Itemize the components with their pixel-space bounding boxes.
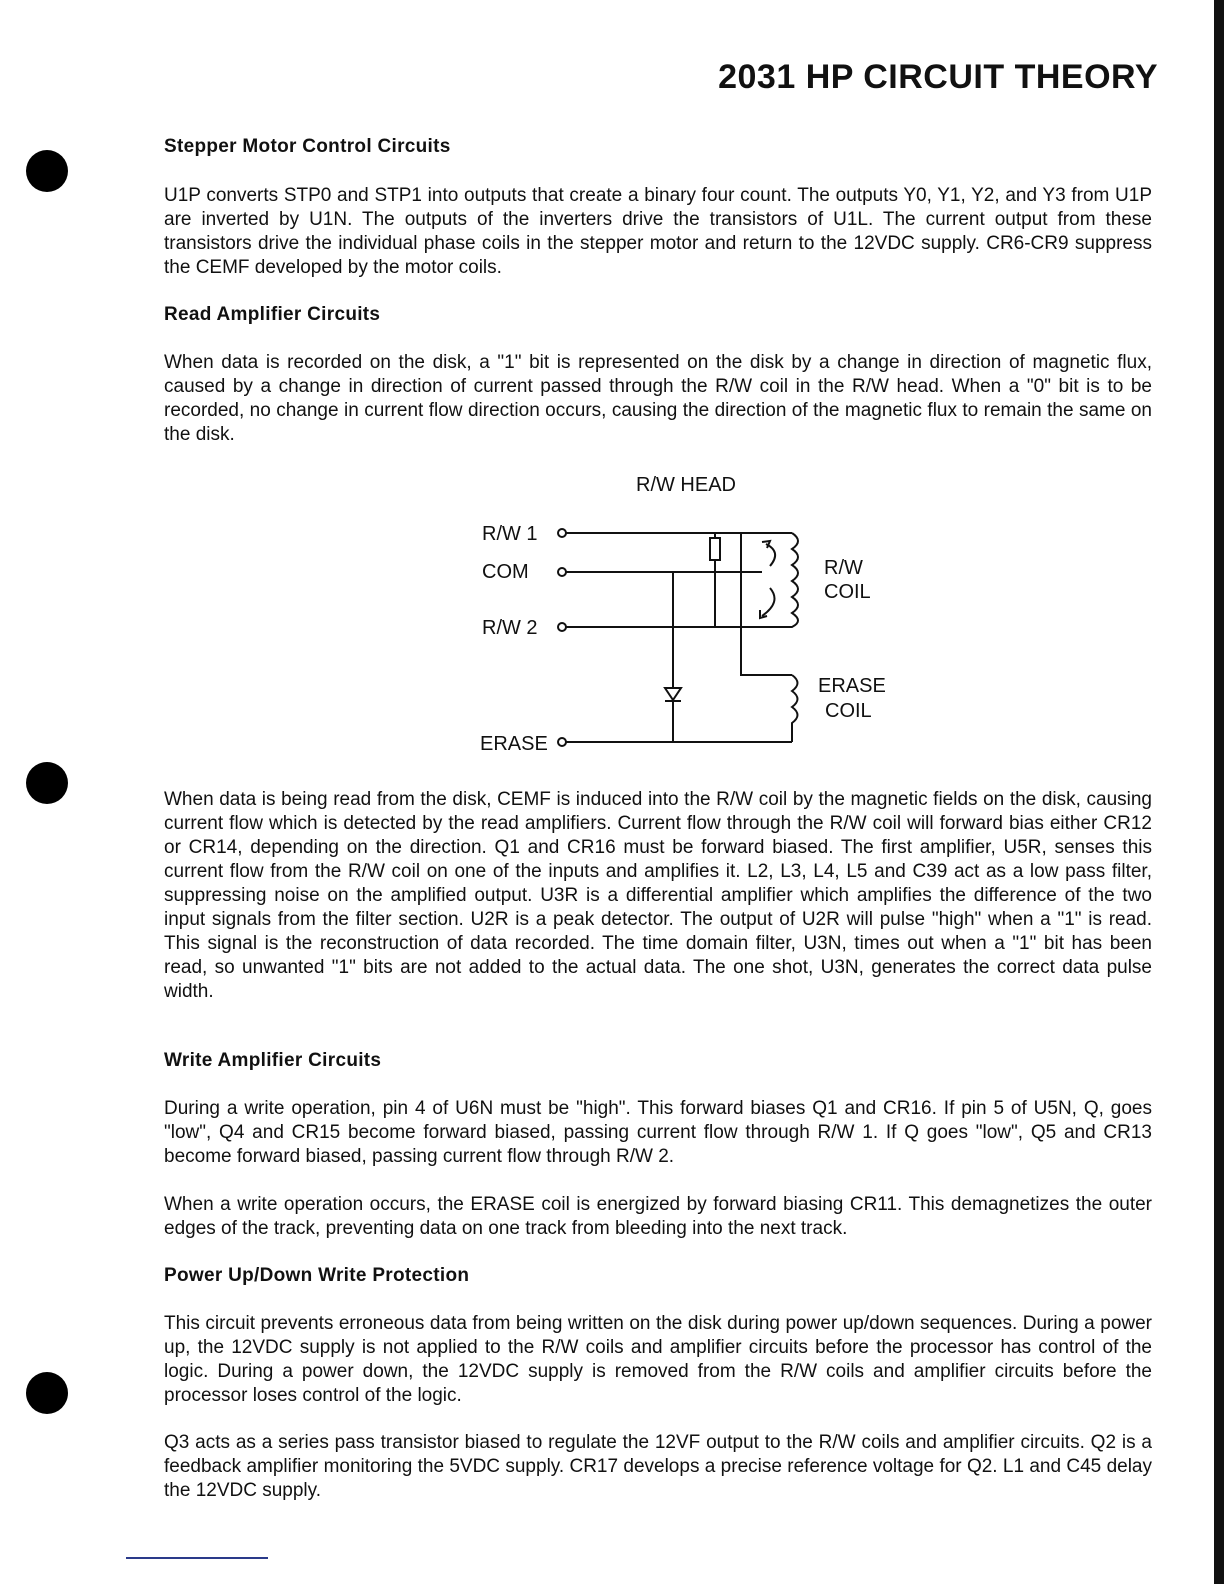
paragraph-power-sequence: This circuit prevents erroneous data from being written on the disk during power up/down sequences. During a power up, the 12VDC supply is not applied to the R/W coils and amplifier circuits before the processor has control of the logic. During a power down, the 12VDC supply is removed from the R/W coils and amplifier circuits before the processor loses control of the logic. xyxy=(164,1313,1152,1406)
paragraph-series-pass: Q3 acts as a series pass transistor biased to regulate the 12VF output to the R/W coils and amplifier circuits. Q2 is a feedback amplifier monitoring the 5VDC supply. CR17 develops a precise reference voltage for Q2. L1 and C45 delay the 12VDC supply. xyxy=(164,1432,1152,1501)
schematic-wiring xyxy=(558,529,798,746)
paragraph-read-amplifiers: When data is being read from the disk, CEMF is induced into the R/W coil by the magnetic fields on the disk, causing current flow which is detected by the read amplifiers. Current flow through the R/W coil will forward bias either CR12 or CR14, depending on the direction. Q1 and CR16 must be forward biased. The first amplifier, U5R, senses this current flow from the R/W coil on one of the inputs and amplifies it. L2, L3, L4, L5 and C39 act as a low pass filter, suppressing noise on the amplified output. U3R is a differential amplifier which amplifies the difference of the two input signals from the filter section. U2R is a peak detector. The output of U2R will pulse "high" when a "1" is read. This signal is the reconstruction of data recorded. The time domain filter, U3N, times out when a "1" bit has been read, so unwanted "1" bits are not added to the actual data. The one shot, U3N, generates the correct data pulse width. xyxy=(164,789,1152,1002)
paragraph-erase-coil: When a write operation occurs, the ERASE coil is energized by forward biasing CR11. This demagnetizes the outer edges of the track, preventing data on one track from bleeding into the next track. xyxy=(164,1194,1152,1239)
paragraph-read-recording: When data is recorded on the disk, a "1" bit is represented on the disk by a change in direction of magnetic flux, caused by a change in direction of current passed through the R/W coil in the R/W head. When a "0" bit is to be recorded, no change in current flow direction occurs, causing the direction of the magnetic flux to remain the same on the disk. xyxy=(164,352,1152,445)
binder-hole-top xyxy=(26,150,68,192)
paragraph-stepper-motor: U1P converts STP0 and STP1 into outputs that create a binary four count. The outputs Y0, Y1, Y2, and Y3 from U1P are inverted by U1N. The outputs of the inverters drive the transistors of U1L. The current output from these transistors drive the individual phase coils in the stepper motor and return to the 12VDC supply. CR6-CR9 suppress the CEMF developed by the motor coils. xyxy=(164,185,1152,278)
terminal-label-com: COM xyxy=(482,561,529,583)
rw-coil-label-line1: R/W xyxy=(824,557,863,579)
section-heading-write-amplifier: Write Amplifier Circuits xyxy=(164,1050,382,1071)
section-heading-read-amplifier: Read Amplifier Circuits xyxy=(164,304,381,325)
page-edge-scan-mark xyxy=(1210,0,1224,1584)
footer-rule xyxy=(126,1557,268,1559)
binder-hole-bottom xyxy=(26,1372,68,1414)
paragraph-write-operation: During a write operation, pin 4 of U6N must be "high". This forward biases Q1 and CR16. If pin 5 of U5N, Q, goes "low", Q4 and CR15 become forward biased, passing current flow through R/W 1. If Q goes "low", Q5 and CR13 become forward biased, passing current flow through R/W 2. xyxy=(164,1098,1152,1167)
section-heading-stepper-motor: Stepper Motor Control Circuits xyxy=(164,136,451,157)
rw-head-diagram xyxy=(470,470,910,770)
erase-coil-label-line1: ERASE xyxy=(818,675,886,697)
section-heading-power-protection: Power Up/Down Write Protection xyxy=(164,1265,470,1286)
erase-coil-label-line2: COIL xyxy=(825,700,872,722)
rw-coil-label-line2: COIL xyxy=(824,581,871,603)
terminal-label-rw1: R/W 1 xyxy=(482,523,538,545)
terminal-label-erase: ERASE xyxy=(480,733,548,755)
binder-hole-middle xyxy=(26,762,68,804)
page-title: 2031 HP CIRCUIT THEORY xyxy=(718,58,1158,96)
diagram-title: R/W HEAD xyxy=(636,474,736,496)
terminal-label-rw2: R/W 2 xyxy=(482,617,538,639)
